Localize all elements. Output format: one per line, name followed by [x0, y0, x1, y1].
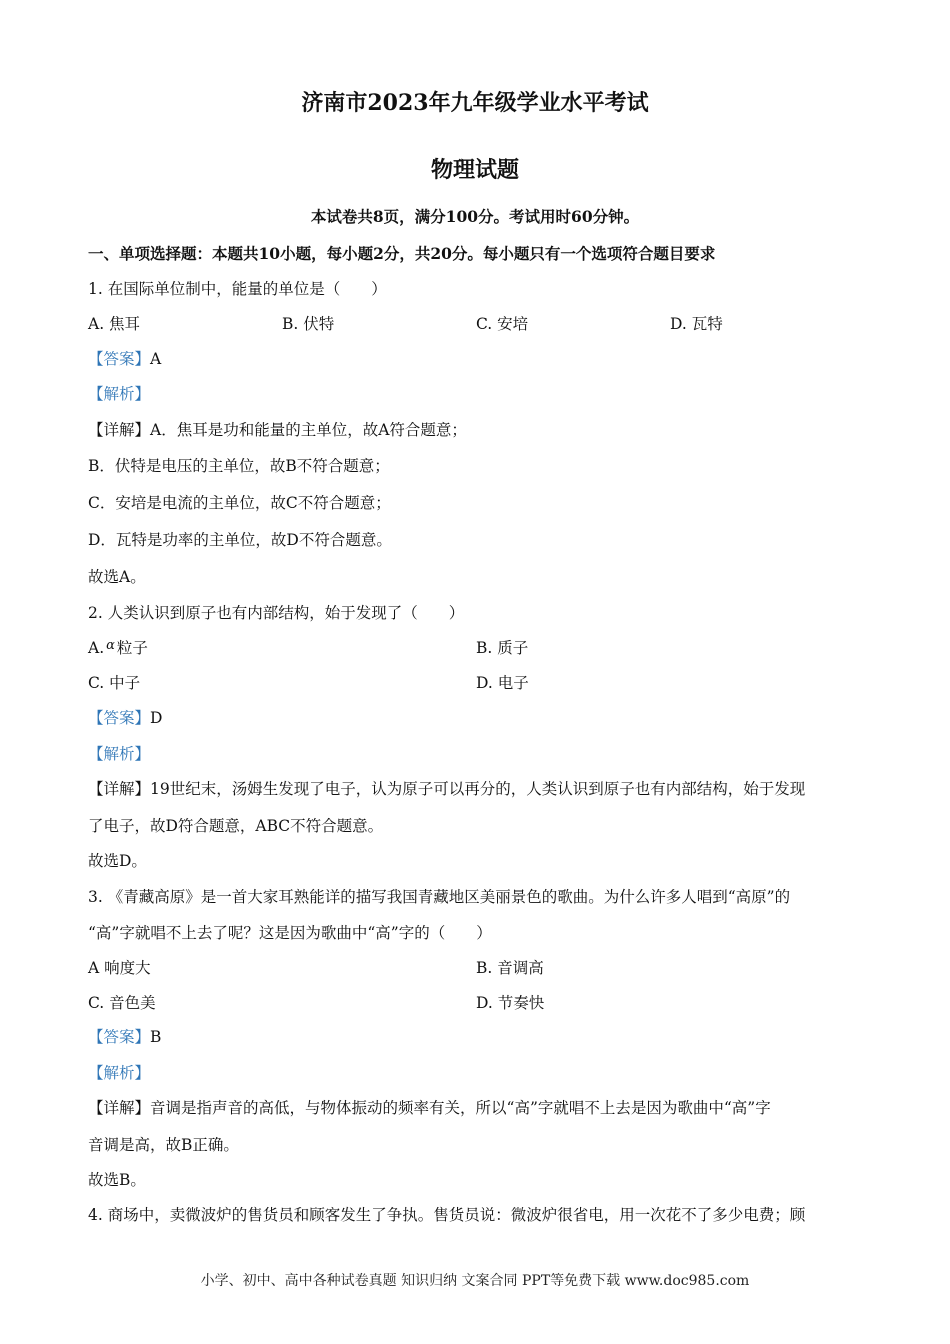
q2-analysis-label: 【解析】 — [88, 745, 151, 763]
q2-option-b: B. 质子 — [476, 639, 529, 657]
q1-option-c: C. 安培 — [476, 315, 529, 333]
q2-detail-1-text: 19世纪末，汤姆生发现了电子，认为原子可以再分的，人类认识到原子也有内部结构，始于发现 — [150, 780, 806, 798]
q2-choose: 故选D。 — [88, 852, 147, 870]
q3-option-d: D. 节奏快 — [476, 994, 545, 1012]
page-footer: 小学、初中、高中各种试卷真题 知识归纳 文案合同 PPT等免费下载 www.doc985.com — [200, 1273, 750, 1289]
exam-info: 本试卷共8页，满分100分。考试用时60分钟。 — [310, 207, 640, 226]
q2-option-a — [88, 638, 148, 660]
q3-stem-1: 3. 《青藏高原》是一首大家耳熟能详的描写我国青藏地区美丽景色的歌曲。为什么许多人唱到“高原”的 — [88, 888, 791, 906]
q3-answer-value: B — [150, 1028, 162, 1046]
q1-detail-2: B．伏特是电压的主单位，故B不符合题意； — [88, 457, 390, 475]
q2-option-a-text: 粒子 — [116, 639, 148, 657]
q1-option-b: B. 伏特 — [282, 315, 335, 333]
q2-option-a-prefix: A. — [88, 639, 105, 657]
answer-label: 【答案】 — [88, 350, 151, 368]
q1-detail-3: C．安培是电流的主单位，故C不符合题意； — [88, 494, 391, 512]
q1-choose: 故选A。 — [88, 568, 146, 586]
answer-label: 【答案】 — [88, 709, 151, 727]
q2-stem: 2. 人类认识到原子也有内部结构，始于发现了（ ） — [88, 604, 465, 622]
q1-option-d: D. 瓦特 — [670, 315, 723, 333]
q2-answer-value: D — [150, 709, 163, 727]
q3-stem-2: “高”字就唱不上去了呢？这是因为歌曲中“高”字的（ ） — [88, 924, 492, 942]
q1-option-a: A. 焦耳 — [88, 315, 141, 333]
q3-option-a: A 响度大 — [88, 959, 151, 977]
answer-label: 【答案】 — [88, 1028, 151, 1046]
detail-label: 【详解】 — [88, 780, 151, 798]
q1-analysis-label: 【解析】 — [88, 385, 151, 403]
detail-label: 【详解】 — [88, 421, 151, 439]
q3-detail-1 — [88, 1098, 771, 1118]
q1-answer-value: A — [150, 350, 162, 368]
q3-analysis-label: 【解析】 — [88, 1064, 151, 1082]
q2-detail-1 — [88, 779, 805, 799]
q1-stem: 1. 在国际单位制中，能量的单位是（ ） — [88, 280, 387, 298]
q3-option-b: B. 音调高 — [476, 959, 544, 977]
q2-option-d: D. 电子 — [476, 674, 529, 692]
exam-title: 济南市2023年九年级学业水平考试 — [301, 90, 649, 116]
q1-detail-1 — [88, 420, 467, 440]
q2-option-c: C. 中子 — [88, 674, 141, 692]
detail-label: 【详解】 — [88, 1099, 151, 1117]
subject-title: 物理试题 — [430, 157, 519, 183]
q4-stem-1: 4. 商场中，卖微波炉的售货员和顾客发生了争执。售货员说：微波炉很省电，用一次花不了多少电费；顾 — [88, 1206, 806, 1224]
q3-option-c: C. 音色美 — [88, 994, 156, 1012]
q3-choose: 故选B。 — [88, 1171, 146, 1189]
section-heading: 一、单项选择题：本题共10小题，每小题2分，共20分。每小题只有一个选项符合题目要求 — [88, 244, 716, 263]
q2-detail-2: 了电子，故D符合题意，ABC不符合题意。 — [88, 817, 384, 835]
q2-answer — [88, 708, 162, 728]
q1-detail-1-text: A．焦耳是功和能量的主单位，故A符合题意； — [150, 421, 467, 439]
q3-detail-2: 音调是高，故B正确。 — [88, 1136, 239, 1154]
q3-detail-1-text: 音调是指声音的高低，与物体振动的频率有关，所以“高”字就唱不上去是因为歌曲中“高”字 — [150, 1099, 771, 1117]
q3-answer — [88, 1027, 161, 1047]
q1-answer — [88, 349, 161, 369]
q1-detail-4: D．瓦特是功率的主单位，故D不符合题意。 — [88, 531, 392, 549]
alpha-symbol: α — [106, 638, 115, 653]
